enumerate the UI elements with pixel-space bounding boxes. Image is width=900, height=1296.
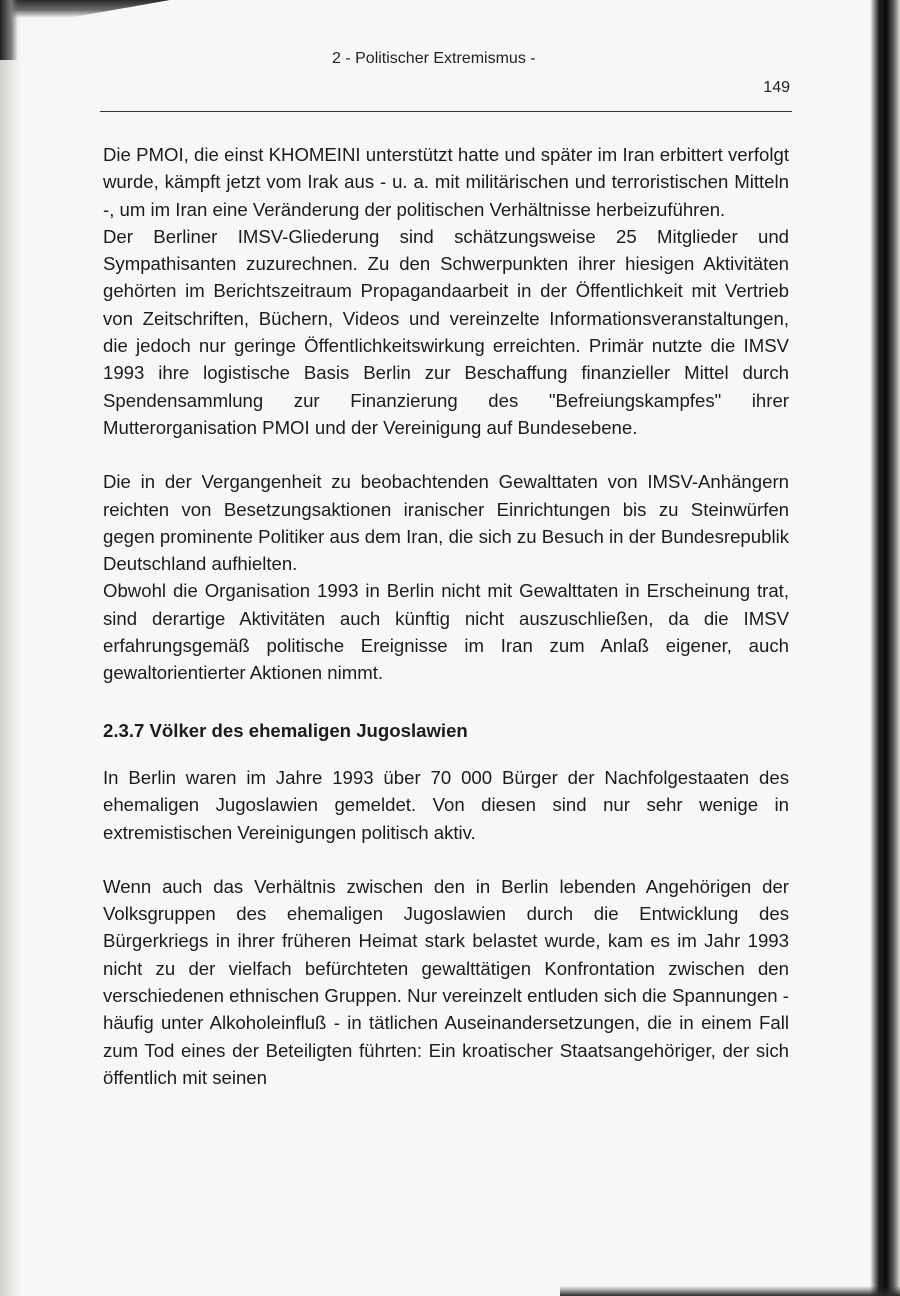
body-text <box>103 141 789 1091</box>
section-heading: 2.3.7 Völker des ehemaligen Jugoslawien <box>103 719 468 741</box>
page-bottom-edge <box>560 1286 900 1296</box>
header-rule <box>100 111 792 112</box>
paragraph-yugoslavia-citizens: In Berlin waren im Jahre 1993 über 70 000 Bürger der Nachfolgestaaten des ehemaligen Jugoslawien gemeldet. Von diesen sind nur sehr wenige in extremistischen Vereinigungen politisch aktiv. <box>103 766 789 843</box>
paragraph-imsv-berlin: Der Berliner IMSV-Gliederung sind schätzungsweise 25 Mitglieder und Sympathisanten zuzurechnen. Zu den Schwerpunkten ihrer hiesigen Aktivitäten gehörten im Berichtszeitraum Propagandaarbeit in der Öffentlichkeit mit Vertrieb von Zeitschriften, Büchern, Videos und vereinzelte Informationsveranstaltungen, die jedoch nur geringe Öffentlichkeitswirkung erreichten. Primär nutzte die IMSV 1993 ihre logistische Basis Berlin zur Beschaffung finanzieller Mittel durch Spendensammlung zur Finanzierung des "Befreiungskampfes" ihrer Mutterorganisation PMOI und der Vereinigung auf Bundesebene. <box>103 225 789 438</box>
paragraph-violence-history: Die in der Vergangenheit zu beobachtenden Gewalttaten von IMSV-Anhängern reichten von Besetzungsaktionen iranischer Einrichtungen bis zu Steinwürfen gegen prominente Politiker aus dem Iran, die sich zu Besuch in der Bundesrepublik Deutschland aufhielten. <box>103 471 789 575</box>
paragraph-pmoi: Die PMOI, die einst KHOMEINI unterstützt hatte und später im Iran erbittert verfolgt wurde, kämpft jetzt vom Irak aus - u. a. mit militärischen und terroristischen Mitteln -, um im Iran eine Veränderung der politischen Verhältnisse herbeizuführen. <box>103 144 789 220</box>
page-right-edge <box>870 0 900 1296</box>
page-number: 149 <box>763 79 790 96</box>
corner-shadow-left <box>0 0 18 60</box>
page-left-edge <box>0 0 22 1296</box>
page-header <box>100 50 790 110</box>
paragraph-outlook: Obwohl die Organisation 1993 in Berlin nicht mit Gewalttaten in Erscheinung trat, sind derartige Aktivitäten auch künftig nicht auszuschließen, da die IMSV erfahrungsgemäß politische Ereignisse im Iran zum Anlaß eigener, auch gewaltorientierter Aktionen nimmt. <box>103 580 789 684</box>
corner-shadow <box>0 0 170 18</box>
running-title: 2 - Politischer Extremismus - <box>332 50 536 67</box>
paragraph-yugoslavia-conflict: Wenn auch das Verhältnis zwischen den in Berlin lebenden Angehörigen der Volksgruppen des ehemaligen Jugoslawien durch die Entwicklung des Bürgerkriegs in ihrer früheren Heimat stark belastet wurde, kam es im Jahr 1993 nicht zu der vielfach befürchteten gewalttätigen Konfrontation zwischen den verschiedenen ethnischen Gruppen. Nur vereinzelt entluden sich die Spannungen - häufig unter Alkoholeinfluß - in tätlichen Auseinandersetzungen, die in einem Fall zum Tod eines der Beteiligten führten: Ein kroatischer Staatsangehöriger, der sich öffentlich mit seinen <box>103 875 789 1088</box>
